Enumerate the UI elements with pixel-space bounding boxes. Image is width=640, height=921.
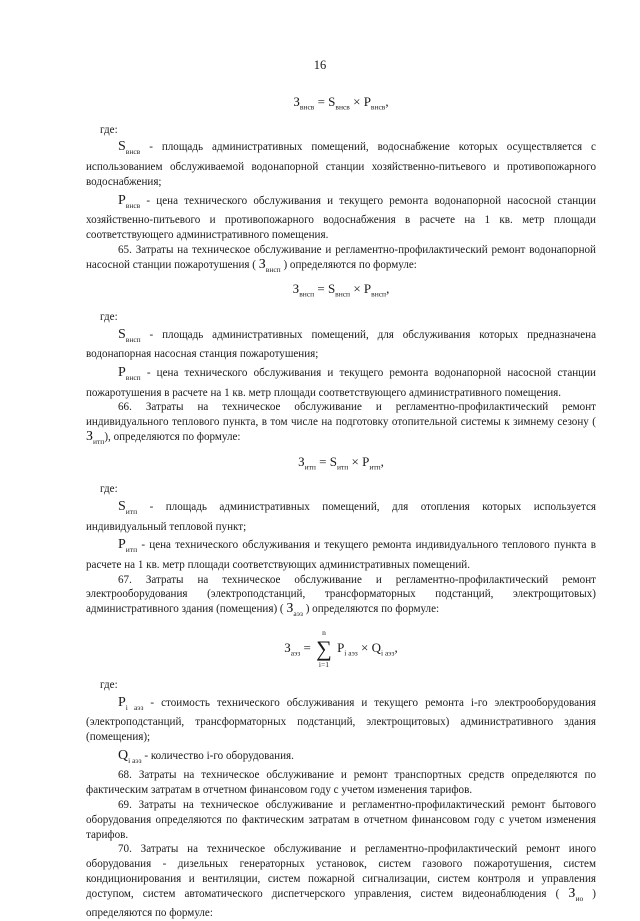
term-symbol <box>259 257 281 272</box>
term-subscript: итп <box>93 436 105 446</box>
term-letter: P <box>118 694 126 710</box>
paragraph-text: ) определяются по формуле: <box>283 258 417 271</box>
formula-subscript: внсв <box>335 102 350 112</box>
term-subscript: внсп <box>265 264 281 274</box>
item-66 <box>86 400 596 449</box>
definition-s-vnsp <box>86 328 596 362</box>
term-letter: З <box>568 885 576 901</box>
definition-text: - цена технического обслуживания и текущего ремонта индивидуального теплового пункта в расчете на 1 кв. метр площади соответствующих административных помещений. <box>86 539 596 571</box>
paragraph-text: 67. Затраты на техническое обслуживание и регламентно-профилактический ремонт электрооборудования (электроподстанций, трансформаторных подстанций, электрощитовых) административного здания (помещения) ( <box>86 573 596 616</box>
paragraph-text: ) определяются по формуле: <box>305 603 440 616</box>
formula-punctuation: , <box>385 94 389 109</box>
page-content <box>86 90 596 921</box>
formula-symbol: З <box>298 453 305 469</box>
where-label: где: <box>100 310 118 323</box>
definition-text: - площадь административных помещений, водоснабжение которых осуществляется с использованием обслуживаемой водонапорной станции хозяйственно-питьевого и противопожарного водоснабжения; <box>86 141 596 188</box>
formula-symbol: З <box>293 94 300 109</box>
formula-operator: × <box>353 281 361 297</box>
term-subscript: внсп <box>125 372 141 382</box>
term-symbol <box>118 193 140 208</box>
definition-q-iaez <box>86 749 596 769</box>
definition-s-vnsv <box>86 140 596 189</box>
term-letter: З <box>258 256 266 272</box>
item-67 <box>86 573 596 622</box>
term-letter: З <box>286 601 294 617</box>
term-letter: З <box>86 428 94 444</box>
term-symbol <box>568 886 583 901</box>
formula-subscript: итп <box>304 462 316 472</box>
formula-punctuation: , <box>380 453 384 469</box>
paragraph-text: 65. Затраты на техническое обслуживание и регламентно-профилактический ремонт водонапорной насосной станции пожаротушения ( <box>86 243 596 271</box>
term-subscript: аэз <box>293 609 303 619</box>
where-label: где: <box>100 483 118 496</box>
term-subscript: итп <box>125 545 138 555</box>
term-subscript: внсв <box>125 200 141 210</box>
term-letter: Q <box>118 747 129 763</box>
paragraph-text: 66. Затраты на техническое обслуживание и регламентно-профилактический ремонт индивидуального теплового пункта, в том числе на подготовку отопительной системы к зимнему сезону ( <box>86 401 596 429</box>
formula-operator: × <box>351 453 359 469</box>
term-subscript: внсп <box>125 334 141 344</box>
summation-sign <box>316 628 332 670</box>
formula-vnsp <box>86 280 596 304</box>
term-letter: P <box>118 192 126 208</box>
term-symbol <box>86 429 104 444</box>
formula-subscript: внсп <box>371 289 387 299</box>
item-70 <box>86 842 596 921</box>
formula-operator: = <box>317 281 325 297</box>
formula-subscript: аэз <box>290 648 301 658</box>
formula-subscript: итп <box>336 462 349 472</box>
definition-text: - цена технического обслуживания и текущего ремонта водонапорной насосной станции хозяйственно-питьевого и противопожарного водоснабжения в расчете на 1 кв. метр площади соответствующего административного помещения. <box>86 194 596 241</box>
definition-text: - цена технического обслуживания и текущего ремонта водонапорной насосной станции пожаротушения в расчете на 1 кв. метр площади соответствующего административного помещения. <box>86 366 596 399</box>
paragraph-text: ) определяются по формуле: <box>86 887 596 920</box>
formula-aez <box>86 628 596 670</box>
definition-text: - количество i-го оборудования. <box>141 749 294 762</box>
term-symbol <box>118 327 141 342</box>
term-symbol <box>118 365 141 380</box>
summation-lower-limit: i=1 <box>318 659 329 669</box>
item-68: 68. Затраты на техническое обслуживание и ремонт транспортных средств определяются по фактическим затратам в отчетном финансовом году с учетом изменения тарифов. <box>86 769 596 797</box>
formula-symbol: P <box>363 281 372 297</box>
definition-text: - площадь административных помещений, для обслуживания которых предназначена водонапорная насосная станция пожаротушения; <box>86 328 596 361</box>
formula-subscript: внсв <box>299 102 315 112</box>
item-69: 69. Затраты на техническое обслуживание и регламентно-профилактический ремонт бытового оборудования определяются по фактическим затратам в отчетном финансовом году с учетом изменения тарифов. <box>86 799 596 841</box>
formula-subscript: внсп <box>299 289 315 299</box>
formula-itp <box>86 453 596 477</box>
definition-p-vnsp <box>86 366 596 400</box>
definition-p-vnsv <box>86 194 596 243</box>
formula-symbol: S <box>327 281 336 297</box>
formula-operator: × <box>361 639 369 655</box>
sigma-symbol: ∑ <box>316 635 332 661</box>
page-number: 16 <box>313 58 327 72</box>
definition-text: - стоимость технического обслуживания и текущего ремонта i-го электрооборудования (электроподстанций, трансформаторных подстанций, электрощитовых) административного здания (помещения); <box>86 696 596 744</box>
formula-subscript: итп <box>369 462 381 472</box>
formula-symbol: P <box>363 94 371 109</box>
formula-symbol: P <box>337 639 345 655</box>
formula-operator: = <box>317 94 325 109</box>
summation-upper-limit: n <box>322 627 326 637</box>
term-letter: P <box>118 364 126 380</box>
formula-symbol: S <box>329 453 337 469</box>
formula-operator: = <box>303 639 311 655</box>
where-label: где: <box>100 123 118 136</box>
paragraph-text: ), определяются по формуле: <box>104 430 241 443</box>
definition-p-iaez <box>86 696 596 745</box>
formula-subscript: i аэз <box>344 648 358 658</box>
formula-vnsv <box>86 93 596 117</box>
paragraph-text: 70. Затраты на техническое обслуживание и регламентно-профилактический ремонт иного оборудования - дизельных генераторных установок, систем газового пожаротушения, систем кондиционирования и вентиляции, систем пожарной сигнализации, систем контроля и управления доступом, систем автоматического диспетчерского управления, систем видеонаблюдения ( <box>86 843 596 900</box>
formula-symbol: S <box>328 94 336 109</box>
formula-symbol: Q <box>371 639 382 655</box>
formula-subscript: i аэз <box>381 648 395 658</box>
formula-symbol: З <box>284 639 291 655</box>
where-label: где: <box>100 678 118 691</box>
term-letter: S <box>118 326 126 342</box>
formula-punctuation: , <box>386 281 390 297</box>
term-symbol <box>118 695 143 710</box>
term-symbol <box>118 139 141 157</box>
formula-subscript: внсв <box>370 102 386 112</box>
term-subscript: ио <box>575 893 584 903</box>
definition-s-itp <box>86 500 596 534</box>
formula-subscript: внсп <box>335 289 351 299</box>
definition-p-itp <box>86 538 596 572</box>
term-symbol <box>118 537 138 555</box>
term-letter: P <box>118 537 126 553</box>
term-subscript: итп <box>125 506 138 516</box>
formula-symbol: P <box>362 453 370 469</box>
term-symbol <box>118 499 137 514</box>
term-letter: S <box>118 498 126 514</box>
term-letter: S <box>118 139 126 155</box>
formula-symbol: З <box>292 281 300 297</box>
formula-operator: = <box>319 453 327 469</box>
term-symbol <box>118 748 142 763</box>
formula-operator: × <box>353 94 361 109</box>
definition-text: - площадь административных помещений, для отопления которых используется индивидуальный тепловой пункт; <box>86 500 596 533</box>
item-65 <box>86 243 596 277</box>
term-subscript: i аэз <box>125 702 144 712</box>
term-subscript: i аэз <box>128 755 142 765</box>
term-subscript: внсв <box>125 147 141 157</box>
term-symbol <box>286 601 303 619</box>
formula-punctuation: , <box>394 639 398 655</box>
